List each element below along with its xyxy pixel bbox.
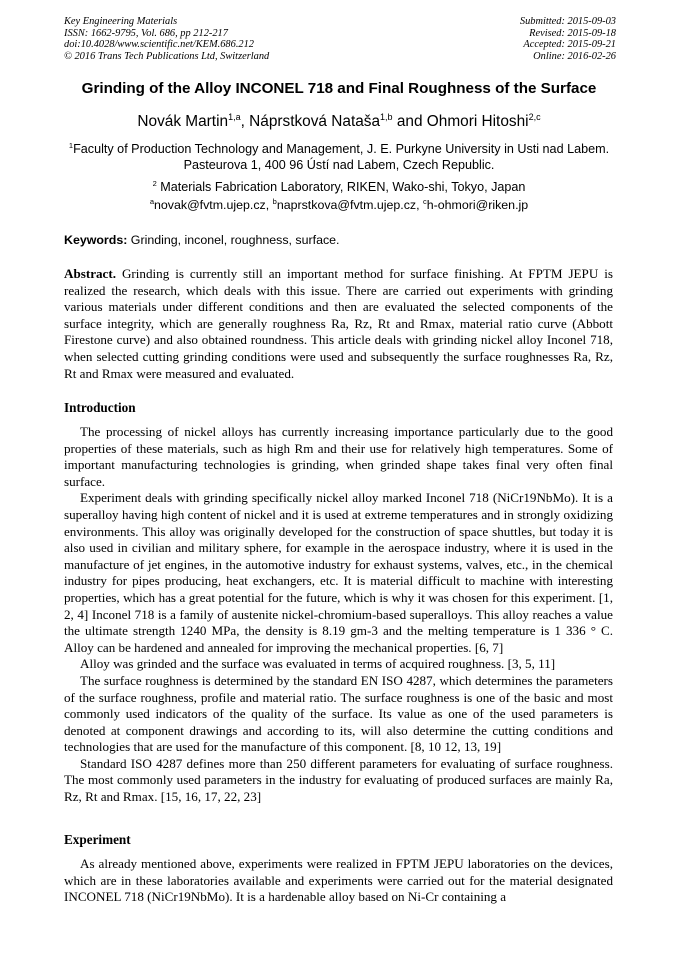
author-affiliation-mark: 1,a: [228, 112, 241, 122]
affiliation-line: Faculty of Production Technology and Management, J. E. Purkyne University in Usti nad Labem.: [73, 142, 610, 157]
journal-copyright: © 2016 Trans Tech Publications Ltd, Switzerland: [64, 50, 270, 62]
affiliation-1: [30, 138, 648, 173]
abstract-label: Abstract.: [64, 266, 116, 281]
date-accepted: Accepted: 2015-09-21: [523, 39, 616, 51]
affiliation-mark: 1: [68, 141, 74, 150]
email-mark: b: [272, 197, 277, 206]
body-paragraph: The surface roughness is determined by the standard EN ISO 4287, which determines the parameters of the surface roughness, profile and material ratio. The surface roughness is one of the basic and most commonly used indicators of the quality of the surface. Its value as one of the used parameters is denoted at component drawings and according to its, will also determine the cutting conditions and technologies that are used for the manufacture of this component. [8, 10 12, 13, 19]: [64, 672, 613, 755]
date-submitted: Submitted: 2015-09-03: [519, 16, 616, 27]
author-affiliation-mark: 2,c: [528, 112, 541, 122]
body-paragraph: Alloy was grinded and the surface was evaluated in terms of acquired roughness. [3, 5, 11]: [80, 656, 556, 672]
section-heading-experiment: Experiment: [64, 832, 131, 847]
author-name: Novák Martin: [137, 113, 229, 131]
body-paragraph: Experiment deals with grinding specifically nickel alloy marked Inconel 718 (NiCr19NbMo). It is a superalloy having high content of nickel and it is used at extreme temperatures and in strongly oxidizing environments. This alloy was originally developed for the construction of space shuttles, but today it is also used in civilian and military sphere, for example in the aerospace industry, where it is used in the manufacture of jet engines, in the automotive industry for exhaust systems, valves, etc., in the chemical industry for pipes producing, heat exchangers, etc. It is material difficult to machine with interesting properties, which has a great potential for the future, which is why it was chosen for this experiment. [1, 2, 4] Inconel 718 is a family of austenite nickel-chromium-based superalloys. This alloy reaches a value the ultimate strength 1240 MPa, the density is 8.19 gm-3 and the melting temperature is 1 336 ° C. Alloy can be hardened and annealed for improving the mechanical properties. [6, 7]: [64, 490, 613, 655]
paper-title: Grinding of the Alloy INCONEL 718 and Final Roughness of the Surface: [81, 80, 597, 97]
journal-name: Key Engineering Materials: [64, 16, 178, 27]
abstract-text: Grinding is currently still an important method for surface finishing. At FPTM JEPU is realized the research, which deals with this issue. There are carried out experiments with grinding various materials under different conditions and then are evaluated the selected components of the surface integrity, which are generally roughness Ra, Rz, Rt and Rmax, material ratio curve (Abbott Firestone curve) and also obtained roundness. This article deals with grinding nickel alloy Inconel 718, when selected cutting grinding conditions were used and subsequently the surface roughnesses Ra, Rz, Rt and Rmax were measured and evaluated.: [64, 266, 613, 381]
keywords-text: Grinding, inconel, roughness, surface.: [127, 233, 340, 247]
keywords-label: Keywords:: [64, 233, 128, 247]
email-link[interactable]: h-ohmori@riken.jp: [426, 198, 529, 213]
body-paragraph: Standard ISO 4287 defines more than 250 different parameters for evaluating of surface roughness. The most commonly used parameters in the industry for evaluating of produced surfaces are mainly Ra, Rz, Rt and Rmax. [15, 16, 17, 22, 23]: [64, 755, 613, 805]
body-paragraph: The processing of nickel alloys has currently increasing importance particularly due to the good properties of these materials, such as high Rm and their use for relatively high temperatures. Some of important manufacturing technologies is grinding, when grinded shape takes final very often final surface.: [64, 424, 613, 489]
keywords: [64, 233, 616, 247]
affiliation-2: [30, 176, 648, 195]
abstract-paragraph: [64, 266, 613, 382]
journal-info: [64, 16, 269, 62]
email-mark: c: [423, 197, 427, 206]
author-name: Ohmori Hitoshi: [426, 113, 529, 131]
body-paragraph: As already mentioned above, experiments were realized in FPTM JEPU laboratories on the devices, which are in these laboratories available and experiments were carried out for the material designated INCONEL 718 (NiCr19NbMo). It is a hardenable alloy based on Ni-Cr containing a: [64, 856, 613, 905]
author-list: [30, 112, 648, 131]
author-emails: [30, 197, 648, 212]
journal-doi: doi:10.4028/www.scientific.net/KEM.686.212: [64, 39, 254, 51]
publication-dates: [520, 16, 616, 62]
date-revised: Revised: 2015-09-18: [529, 27, 616, 39]
experiment-section: [64, 856, 613, 906]
author-separator: and: [392, 113, 427, 131]
author-affiliation-mark: 1,b: [380, 112, 393, 122]
affiliation-mark: 2: [152, 179, 157, 188]
email-link[interactable]: naprstkova@fvtm.ujep.cz,: [276, 198, 423, 213]
author-name: Náprstková Nataša: [249, 113, 381, 131]
date-online: Online: 2016-02-26: [533, 50, 616, 62]
abstract: [64, 266, 613, 382]
author-separator: ,: [240, 113, 250, 131]
affiliation-line: Materials Fabrication Laboratory, RIKEN, Wako-shi, Tokyo, Japan: [156, 180, 526, 195]
email-mark: a: [149, 197, 154, 206]
affiliation-address: Pasteurova 1, 400 96 Ústí nad Labem, Czech Republic.: [183, 158, 495, 173]
email-link[interactable]: novak@fvtm.ujep.cz,: [154, 198, 273, 213]
journal-issn: ISSN: 1662-9795, Vol. 686, pp 212-217: [64, 27, 228, 39]
section-heading-introduction: Introduction: [64, 400, 136, 415]
introduction-section: [64, 424, 613, 806]
